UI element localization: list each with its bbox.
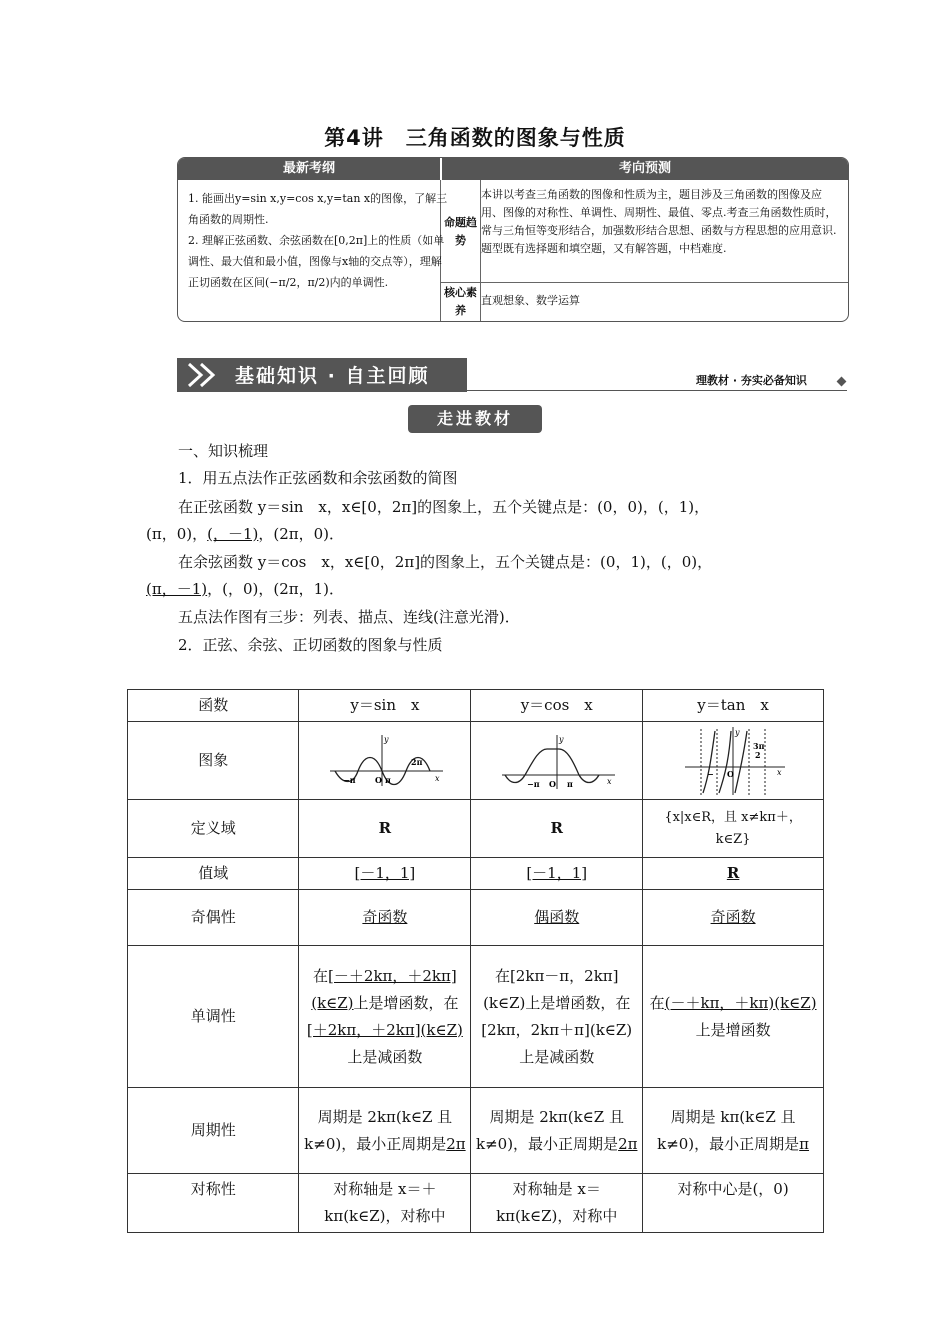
page-title: 第4讲 三角函数的图象与性质 [324,126,626,150]
section-tab: 走进教材 [408,405,542,433]
sym-tan: 对称中心是(，0) [643,1174,824,1233]
range-cos: [－1，1] [471,858,643,890]
range-label: 值域 [128,858,299,890]
sin-x-label: x [434,773,440,783]
tan-3pi: 3π [753,740,765,751]
para-heading: 一、知识梳理 [178,442,269,460]
sym-label: 对称性 [128,1174,299,1233]
requirement-2: 2. 理解正弦函数、余弦函数在[0,2π]上的性质（如单调性、最大值和最小值，图像与x轴的交点等），理解正切函数在区间(−π/2，π/2)内的单调性. [188,234,445,289]
trend-text: 本讲以考查三角函数的图像和性质为主，题目涉及三角函数的图像及应用、图像的对称性、单调性、周期性、最值、零点.考查三角函数性质时，常与三角恒等变形结合，加强数形结合思想、函数与方程思想的应用意识.题型既有选择题和填空题，又有解答题，中档难度. [481,188,837,255]
cos-x-label: x [606,776,612,786]
domain-tan: {x|x∈R，且 x≠kπ＋，k∈Z} [643,800,824,858]
para-1: 1．用五点法作正弦函数和余弦函数的简图 [178,469,458,487]
exam-outline-box [177,157,849,322]
domain-sin: R [299,800,471,858]
outline-left-header: 最新考纲 [178,158,440,180]
banner-title: 基础知识 · 自主回顾 [235,365,430,387]
para-five-point: 五点法作图有三步：列表、描点、连线(注意光滑)． [178,608,520,626]
core-text: 直观想象、数学运算 [481,294,580,307]
period-sin: 周期是 2kπ(k∈Z 且 k≠0)，最小正周期是2π [299,1088,471,1174]
header-sin: y＝sin x [299,690,471,722]
header-tan: y＝tan x [643,690,824,722]
outline-requirements [188,188,448,293]
cos-y-label: y [558,734,564,744]
parity-label: 奇偶性 [128,890,299,946]
sin-origin: O [374,774,382,785]
parity-sin: 奇函数 [299,890,471,946]
core-label: 核心素养 [444,286,477,317]
sin-graph [325,731,445,791]
banner-divider [467,390,847,391]
range-sin: [－1，1] [299,858,471,890]
sin-graph-cell [299,722,471,800]
range-tan: R [643,858,824,890]
sin-pi: π [384,774,391,785]
para-cos-points-a: 在余弦函数 y＝cos x，x∈[0，2π]的图象上，五个关键点是：(0，1)，(，0)， [178,553,713,571]
header-function: 函数 [128,690,299,722]
tan-graph [673,725,793,797]
cos-graph-cell [471,722,643,800]
cos-origin: O [548,778,556,789]
sym-sin: 对称轴是 x＝＋kπ(k∈Z)，对称中 [299,1174,471,1233]
para-2: 2．正弦、余弦、正切函数的图象与性质 [178,636,443,654]
cos-pi: π [566,778,573,789]
chevron-arrows-icon [185,361,225,389]
tan-x-label: x [777,767,782,777]
sym-cos: 对称轴是 x＝kπ(k∈Z)，对称中 [471,1174,643,1233]
sin-y-label: y [383,734,389,744]
mono-label: 单调性 [128,946,299,1088]
trend-label: 命题趋势 [444,216,477,247]
outline-right-header: 考向预测 [442,158,848,180]
requirement-1: 1. 能画出y=sin x,y=cos x,y=tan x的图像，了解三角函数的周期性. [188,192,448,226]
sin-2pi: 2π [410,756,423,767]
tan-minus: − [707,768,714,779]
tan-graph-cell [643,722,824,800]
mono-cos: 在[2kπ－π，2kπ](k∈Z)上是增函数，在[2kπ，2kπ＋π](k∈Z)上是减函数 [471,946,643,1088]
mono-tan: 在(－＋kπ，＋kπ)(k∈Z)上是增函数 [643,946,824,1088]
period-label: 周期性 [128,1088,299,1174]
banner-subtitle: 理教材 · 夯实必备知识 [696,374,807,387]
period-tan: 周期是 kπ(k∈Z 且 k≠0)，最小正周期是π [643,1088,824,1174]
tan-denominator: 2 [755,749,761,760]
domain-cos: R [471,800,643,858]
parity-cos: 偶函数 [471,890,643,946]
graph-label: 图象 [128,722,299,800]
properties-table [127,689,824,1233]
parity-tan: 奇函数 [643,890,824,946]
tan-y-label: y [735,727,740,737]
sin-neg-pi: −π [342,774,356,785]
header-cos: y＝cos x [471,690,643,722]
para-cos-points-b: (π，－1)，(，0)，(2π，1)． [146,580,345,598]
domain-label: 定义域 [128,800,299,858]
diamond-icon [837,377,847,387]
mono-sin: 在[－＋2kπ，＋2kπ](k∈Z)上是增函数，在[＋2kπ，＋2kπ](k∈Z)上是减函数 [299,946,471,1088]
para-sin-points-b: (π，0)，(，－1)，(2π，0)． [146,525,345,543]
para-sin-points-a: 在正弦函数 y＝sin x，x∈[0，2π]的图象上，五个关键点是：(0，0)，(，1)， [178,498,710,516]
cos-neg-pi: −π [526,778,540,789]
cos-graph [497,731,617,791]
period-cos: 周期是 2kπ(k∈Z 且 k≠0)，最小正周期是2π [471,1088,643,1174]
tan-origin: O [727,768,735,779]
